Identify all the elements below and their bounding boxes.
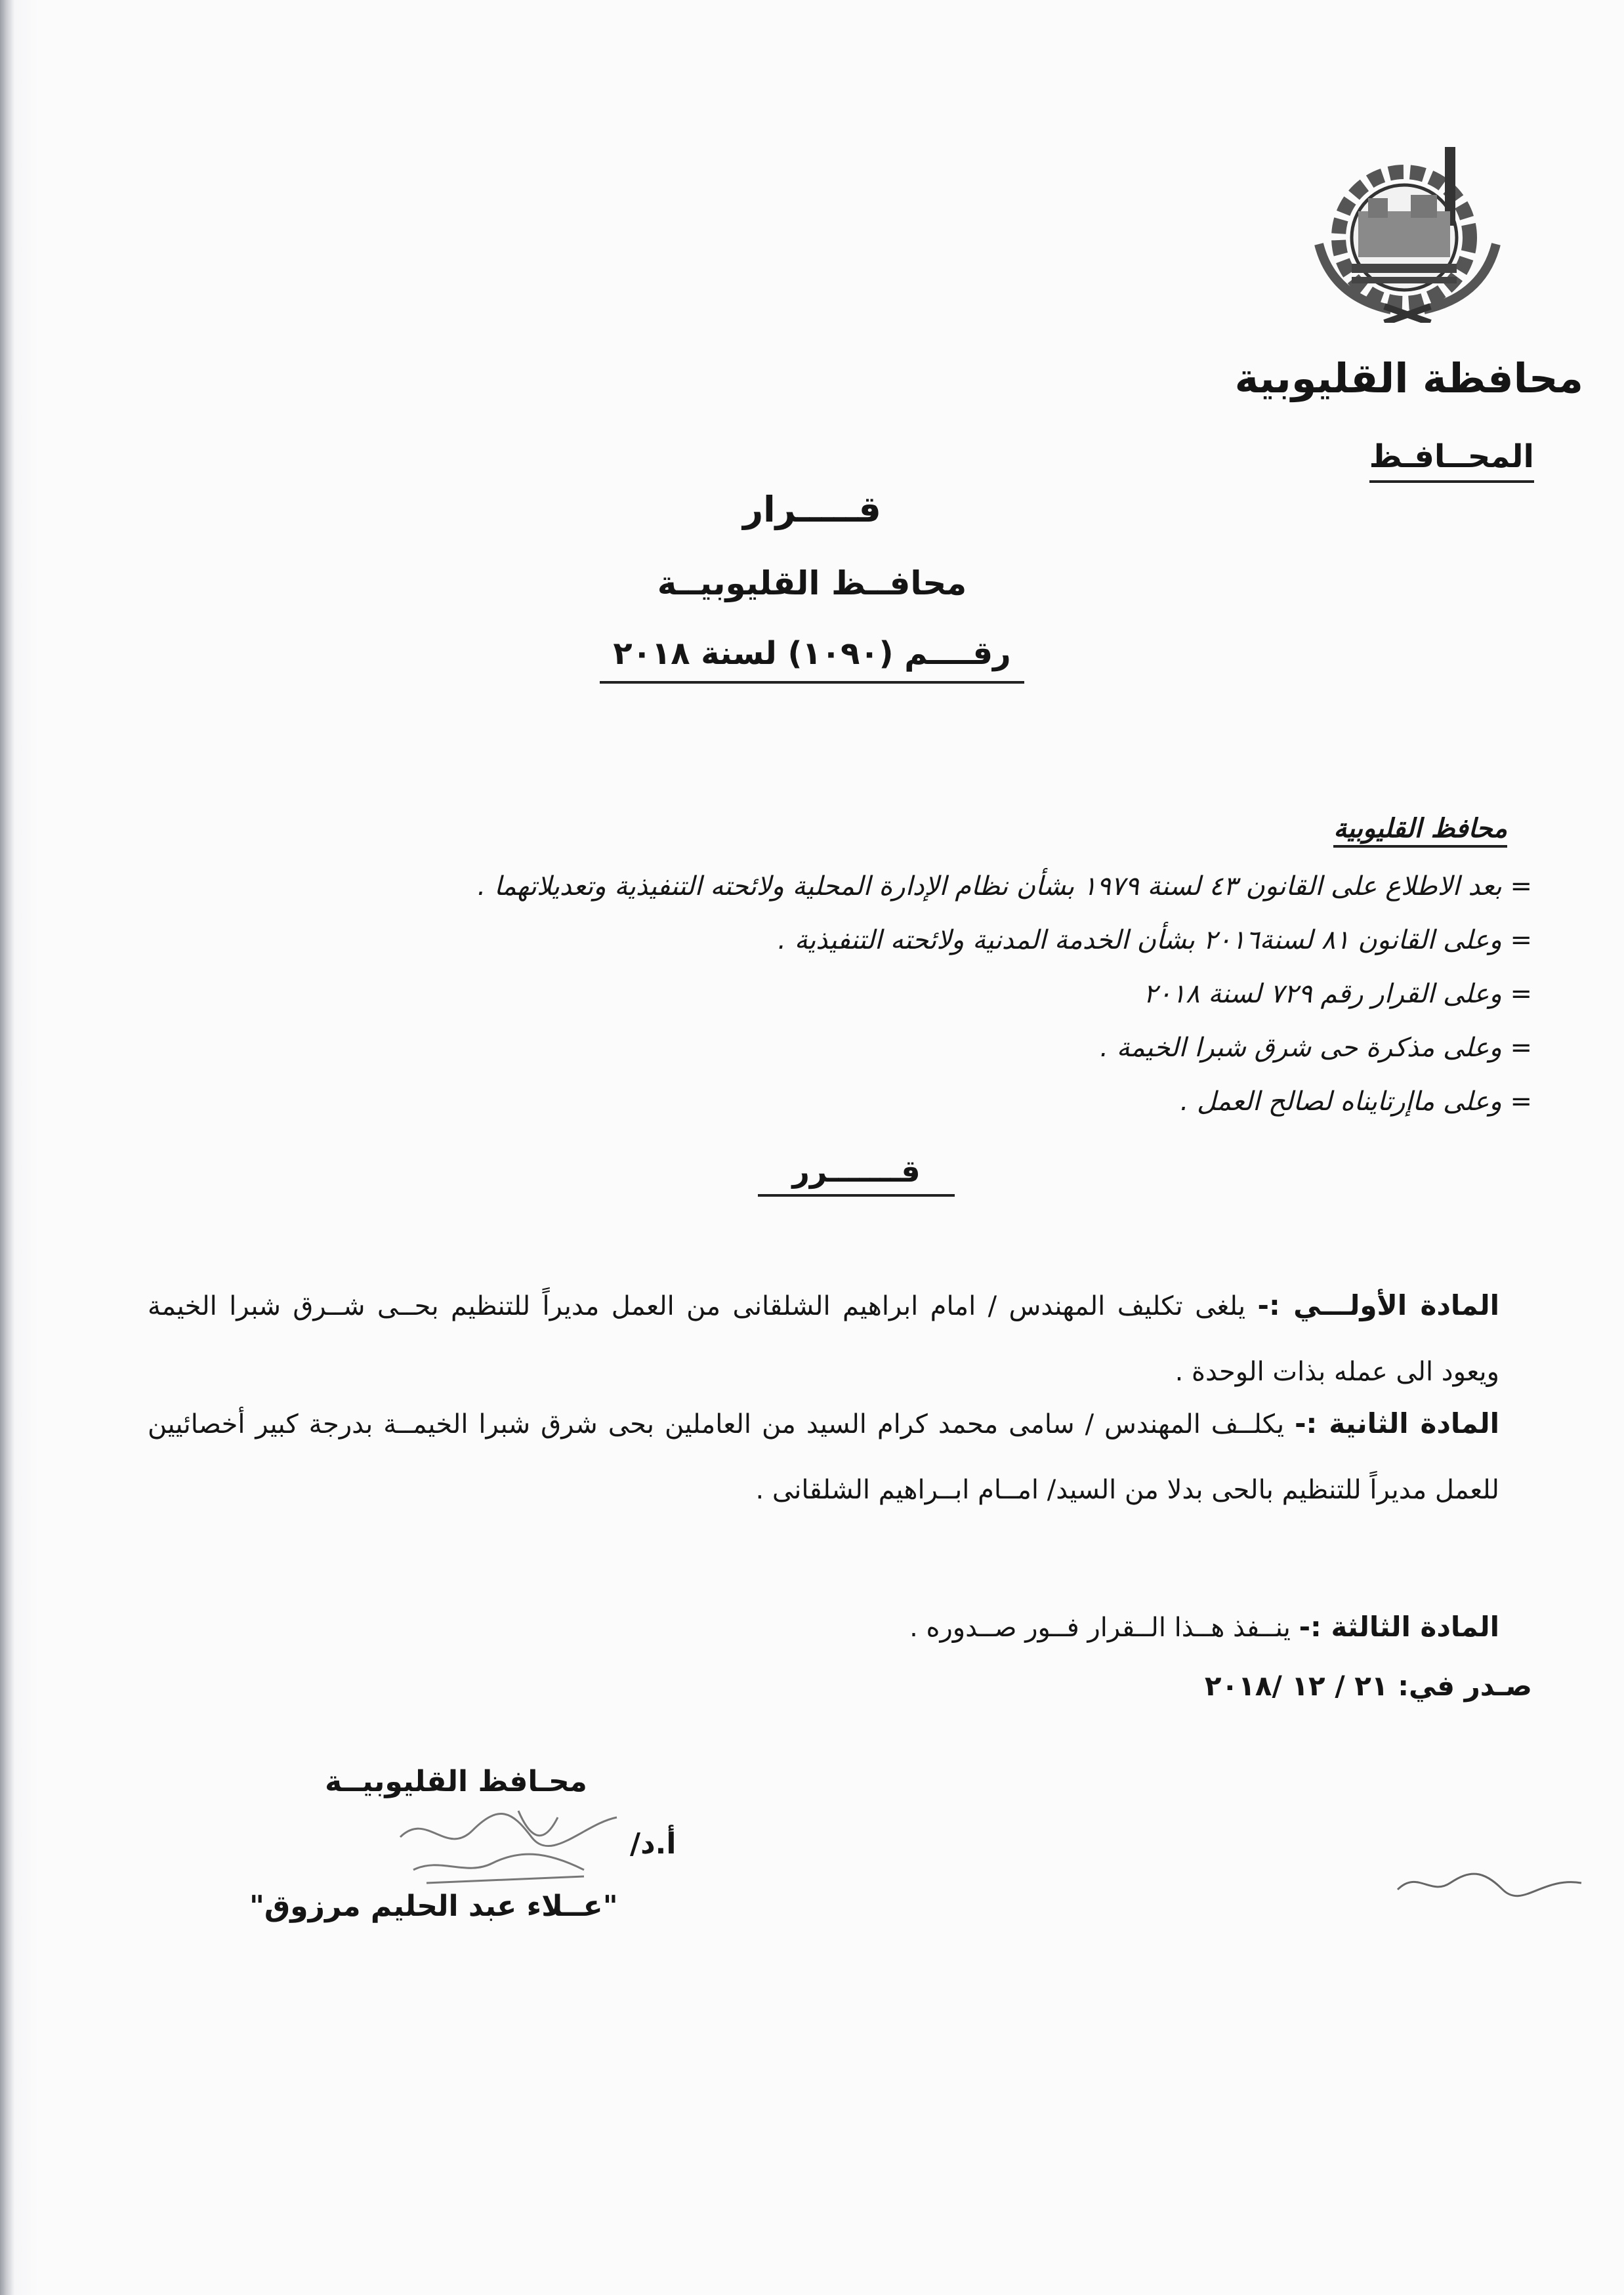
decision-heading: قـــــــرر: [758, 1153, 955, 1197]
article-label: المادة الثانية :-: [1295, 1407, 1499, 1439]
preamble-item: = وعلى مذكرة حى شرق شبرا الخيمة .: [1100, 1033, 1532, 1063]
decree-number: [0, 635, 1624, 684]
article-text: ينــفذ هــذا الــقرار فــور صــدوره .: [909, 1613, 1299, 1643]
issue-date: صـدر في: ٢١ / ١٢ /٢٠١٨: [1204, 1670, 1532, 1702]
signatory-prefix: أ.د/: [630, 1827, 677, 1861]
decree-title: قـــــرار: [743, 489, 881, 530]
article-label: المادة الأولـــي :-: [1257, 1289, 1499, 1321]
article-label: المادة الثالثة :-: [1299, 1611, 1499, 1643]
preamble-list: [89, 859, 1532, 1128]
article-1: [148, 1273, 1499, 1405]
decree-number-text: رقــــم (١٠٩٠) لسنة ٢٠١٨: [600, 635, 1024, 684]
preamble-item: = وعلى القانون ٨١ لسنة٢٠١٦ بشأن الخدمة المدنية ولائحته التنفيذية .: [778, 925, 1532, 955]
signatory-name: "عــلاء عبد الحليم مرزوق": [249, 1890, 618, 1923]
article-text: يكلــف المهندس / سامى محمد كرام السيد من العاملين بحى شرق شبرا الخيمــة بدرجة كبير أخصائيين للعمل مديراً للتنظيم بالحى بدلا من السيد/ امــام ابــراهيم الشلقانى .: [148, 1409, 1499, 1505]
governor-office-title: المحــافـظ: [1369, 438, 1534, 483]
article-text: يلغى تكليف المهندس / امام ابراهيم الشلقانى من العمل مديراً للتنظيم بحــى شــرق شبرا الخيمة ويعود الى عمله بذات الوحدة .: [148, 1291, 1499, 1387]
preamble-item: = بعد الاطلاع على القانون ٤٣ لسنة ١٩٧٩ بشأن نظام الإدارة المحلية ولائحته التنفيذية وتعديلاتهما .: [477, 871, 1532, 901]
signatory-title: محـافظ القليوبيــة: [325, 1765, 587, 1798]
preamble-item: = وعلى ماإرتايناه لصالح العمل .: [1180, 1086, 1532, 1117]
preamble-item: = وعلى القرار رقم ٧٢٩ لسنة ٢٠١٨: [1143, 979, 1532, 1009]
preamble-heading: محافظ القليوبية: [1333, 814, 1507, 848]
decree-issuer: محافــظ القليوبيــة: [657, 564, 967, 602]
governorate-name: محافظة القليوبية: [1234, 354, 1583, 402]
article-2: [148, 1391, 1499, 1523]
margin-handwriting-icon: [1391, 1863, 1588, 1903]
article-3: [148, 1594, 1499, 1661]
handwritten-signature-icon: [387, 1798, 643, 1896]
qalyubia-emblem-icon: [1306, 146, 1509, 323]
